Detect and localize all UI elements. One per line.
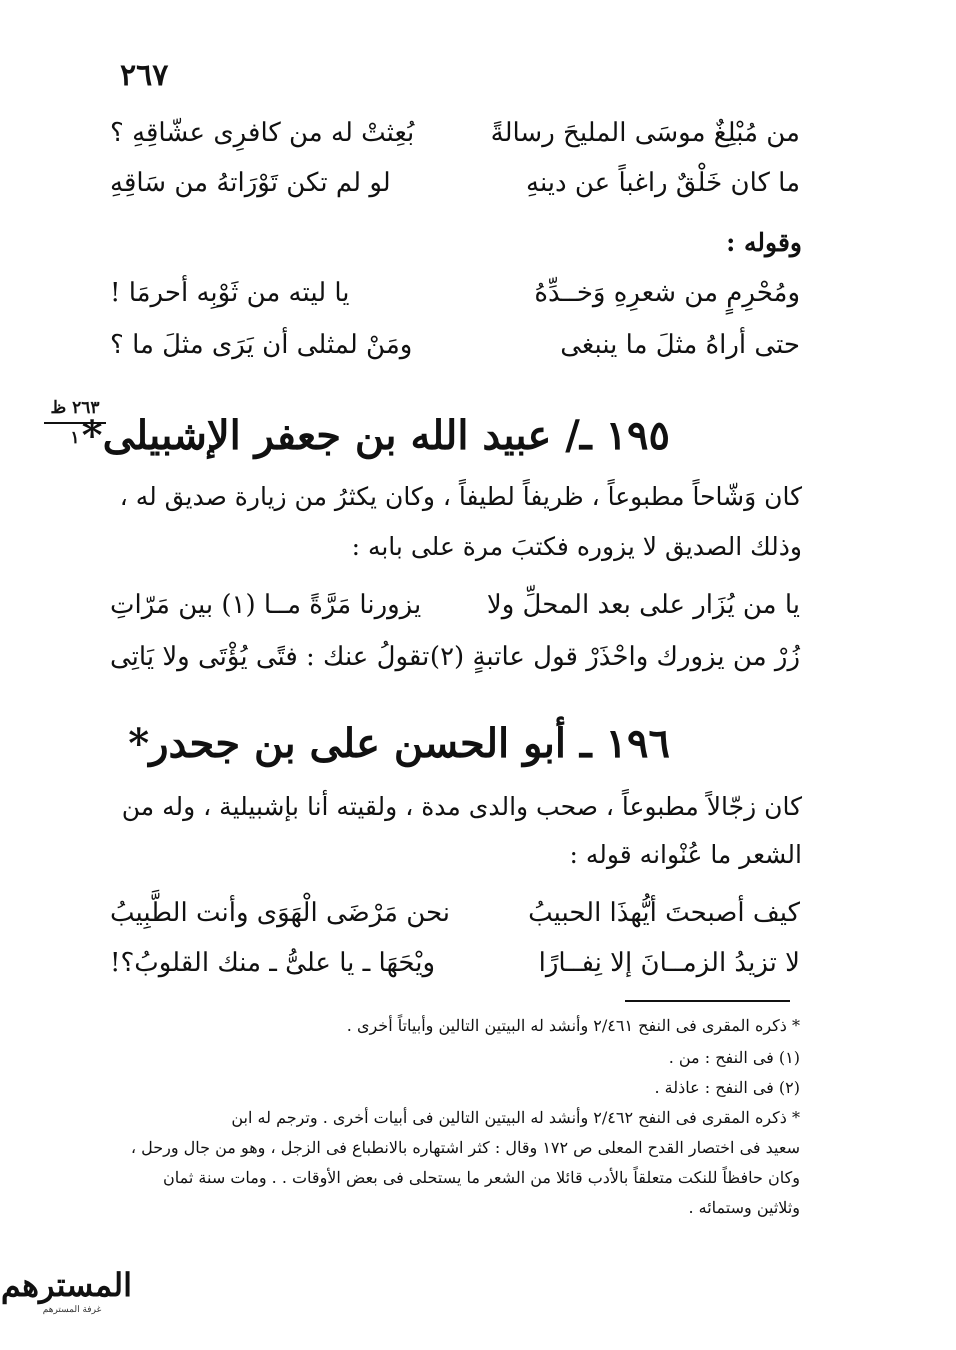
- verse-second-hemistich: ويْحَهَا ـ يا علىُّ ـ منك القلوبُ؟!: [110, 948, 435, 978]
- entry-heading: ١٩٦ ـ أبو الحسن على بن جحدر*: [128, 720, 670, 767]
- verse-second-hemistich: يزورنا مَرَّةً مــا (١) بين مَرّاتِ: [110, 590, 422, 620]
- verse-first-hemistich: زُرْ من يزورك واحْذَرْ قول عاتبةٍ (٢): [429, 642, 800, 672]
- verse-first-hemistich: يا من يُزَار على بعد المحلِّ ولا: [486, 590, 800, 620]
- verse-line: [110, 118, 800, 166]
- folio-number: ٢٦٣ ظ: [50, 398, 100, 418]
- footnote: * ذكره المقرى فى النفح ٢/٤٦٢ وأنشد له البيتين التالين فى أبيات أخرى . وترجم له ابن: [231, 1108, 800, 1127]
- watermark-sub: غرفة المسترهم: [42, 1305, 102, 1315]
- verse-second-hemistich: لو لم تكن تَوْرَاتهُ من سَاقِهِ: [110, 168, 391, 198]
- verse-second-hemistich: بُعِثتْ له من كافرِى عشّاقِهِ ؟: [110, 118, 415, 148]
- entry-heading: ١٩٥ ـ/ عبيد الله بن جعفر الإشبيلى*: [81, 412, 670, 459]
- watermark-main: المسترهم: [0, 1266, 132, 1304]
- page-number: ٢٦٧: [120, 58, 169, 93]
- footnote: * ذكره المقرى فى النفح ٢/٤٦١ وأنشد له البيتين التالين وأبياتاً أخرى .: [346, 1016, 800, 1035]
- verse-first-hemistich: كيف أصبحتَ أيُّهذَا الحبيبُ: [528, 898, 800, 928]
- footnote: (١) فى النفح : من .: [668, 1048, 800, 1067]
- verse-first-hemistich: ما كان خَلْقٌ راغباً عن دينهِ: [526, 168, 800, 198]
- verse-second-hemistich: تقولُ عنك : فتًى يُؤْتَى ولا يَاتِى: [110, 642, 430, 672]
- verse-line: [110, 168, 800, 216]
- verse-second-hemistich: ومَنْ لمثلى أن يَرَى مثلَ ما ؟: [110, 330, 413, 360]
- footnote: سعيد فى اختصار القدح المعلى ص ١٧٢ وقال : كثر اشتهاره بالانطباع فى الزجل ، وهو من جال ورحل ،: [130, 1138, 800, 1157]
- entry-paragraph-line: كان زجّالاً مطبوعاً ، صحب والدى مدة ، ولقيته أنا بإشبيلية ، وله من: [121, 792, 802, 821]
- verse-line: [110, 642, 800, 690]
- folio-line: ١: [70, 428, 80, 448]
- verse-line: [110, 590, 800, 638]
- verse-first-hemistich: لا تزيدُ الزمــانَ إلا نِفــارًا: [538, 948, 800, 978]
- verse-line: [110, 330, 800, 378]
- verse-second-hemistich: يا ليته من ثَوْبِه أحرمَا !: [110, 278, 350, 308]
- footnote-separator: [625, 1000, 790, 1002]
- footnote: (٢) فى النفح : عاذلة .: [654, 1078, 800, 1097]
- footnote: وثلاثين وستمائه .: [688, 1198, 800, 1217]
- verse-intro: وقوله :: [726, 228, 802, 257]
- verse-first-hemistich: من مُبْلِغٌ موسَى المليحَ رسالةً: [490, 118, 800, 148]
- footnote: وكان حافظاً للنكت متعلقاً بالأدب قائلا من الشعر ما يستحلى فى بعض الأوقات . . ومات سنة ثمان: [163, 1168, 800, 1187]
- verse-second-hemistich: نحن مَرْضَى الْهَوَى وأنت الطَّبِيبُ: [110, 898, 451, 928]
- verse-line: [110, 898, 800, 946]
- verse-first-hemistich: ومُحْرِمٍ من شعرِهِ وَخــدِّهُ: [534, 278, 800, 308]
- entry-paragraph-line: كان وَشّاحاً مطبوعاً ، ظريفاً لطيفاً ، وكان يكثرُ من زيارة صديق له ،: [119, 482, 802, 511]
- entry-paragraph-line: الشعر ما عُنْوانه قوله :: [569, 840, 802, 869]
- verse-line: [110, 278, 800, 326]
- verse-line: [110, 948, 800, 996]
- entry-paragraph-line: وذلك الصديق لا يزوره فكتبَ مرة على بابه :: [351, 532, 802, 561]
- watermark-logo: [0, 1265, 132, 1337]
- verse-first-hemistich: حتى أراهُ مثلَ ما ينبغى: [560, 330, 800, 360]
